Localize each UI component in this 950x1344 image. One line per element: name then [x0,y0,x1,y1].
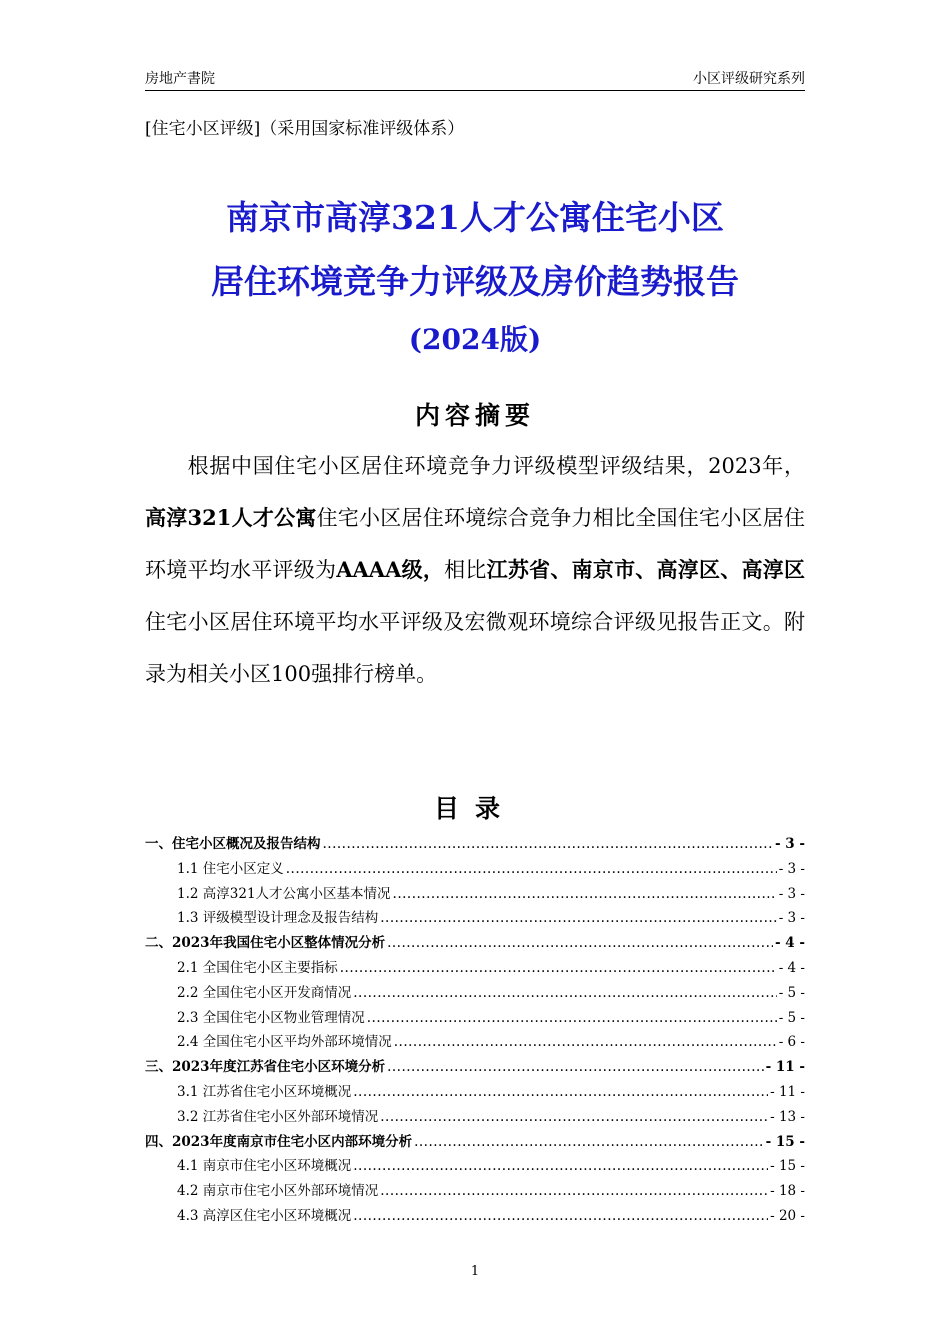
toc-entry[interactable] [145,857,805,882]
abstract-text-3: 相比 [444,558,487,582]
page-number: 1 [470,1264,480,1279]
report-title-line1: 南京市高淳321人才公寓住宅小区 [226,198,724,237]
toc-dot-leader [380,910,776,926]
toc-entry-title: 二、2023年我国住宅小区整体情况分析 [145,935,386,952]
abstract-paragraph [145,440,805,700]
toc-dot-leader [323,836,774,852]
toc-entry-title: 4.1 南京市住宅小区环境概况 [177,1158,352,1175]
toc-dot-leader [380,1183,768,1199]
report-title-edition: (2024版) [408,323,542,356]
toc-entry-page: - 4 - [778,959,805,976]
toc-dot-leader [353,1208,768,1224]
abstract-text-1: 根据中国住宅小区居住环境竞争力评级模型评级结果，2023年， [187,454,805,478]
abstract-text-2: 住宅小区居住环境综合竞争力相比全国住宅小区居住环境平均水平评级为 [145,506,805,582]
toc-entry-page: - 3 - [778,885,805,902]
toc-dot-leader [394,1034,777,1050]
toc-entry-page: - 4 - [775,935,805,952]
toc-entry-title: 3.1 江苏省住宅小区环境概况 [177,1083,352,1100]
toc-entry[interactable] [145,956,805,981]
toc-entry-title: 2.2 全国住宅小区开发商情况 [177,984,352,1001]
toc-entry-page: - 20 - [770,1207,805,1224]
toc-entry-title: 2.4 全国住宅小区平均外部环境情况 [177,1034,392,1051]
report-title-line2: 居住环境竞争力评级及房价趋势报告 [211,262,739,301]
header-rule [145,90,805,91]
toc-heading: 目录 [433,794,516,823]
toc-entry[interactable] [145,1055,805,1080]
toc-dot-leader [353,985,776,1001]
toc-entry[interactable] [145,1130,805,1155]
toc-entry-page: - 15 - [765,1133,805,1150]
toc-entry-title: 四、2023年度南京市住宅小区内部环境分析 [145,1133,413,1150]
toc-entry-page: - 6 - [778,1034,805,1051]
toc-dot-leader [340,960,777,976]
toc-entry-title: 一、住宅小区概况及报告结构 [145,836,321,852]
toc-entry[interactable] [145,1006,805,1031]
toc-dot-leader [286,861,777,877]
toc-entry[interactable] [145,882,805,907]
category-tag-line: [住宅小区评级]（采用国家标准评级体系） [145,119,465,139]
abstract-bold-project: 高淳321人才公寓 [145,505,317,530]
abstract-bold-rating: AAAA级， [336,557,445,582]
abstract-bold-regions: 江苏省、南京市、高淳区、高淳区 [486,557,806,582]
toc-entry[interactable] [145,981,805,1006]
toc-dot-leader [353,1158,768,1174]
toc-entry-title: 4.2 南京市住宅小区外部环境情况 [177,1183,379,1200]
toc-entry[interactable] [145,1030,805,1055]
toc-entry-title: 2.3 全国住宅小区物业管理情况 [177,1009,365,1026]
toc-entry-page: - 11 - [765,1059,805,1076]
toc-entry-title: 1.3 评级模型设计理念及报告结构 [177,910,379,927]
toc-entry-title: 三、2023年度江苏省住宅小区环境分析 [145,1059,386,1076]
toc-entry-page: - 15 - [770,1158,805,1175]
header-right-text: 小区评级研究系列 [693,71,805,87]
toc-dot-leader [367,1010,777,1026]
toc-entry-title: 1.1 住宅小区定义 [177,860,284,877]
toc-entry[interactable] [145,1105,805,1130]
table-of-contents [145,832,805,1229]
toc-entry-page: - 18 - [770,1183,805,1200]
toc-entry-page: - 11 - [770,1083,805,1100]
toc-dot-leader [393,886,777,902]
toc-entry-title: 1.2 高淳321人才公寓小区基本情况 [177,885,391,902]
toc-entry-page: - 5 - [778,984,805,1001]
toc-dot-leader [414,1134,764,1150]
toc-dot-leader [353,1084,768,1100]
toc-entry[interactable] [145,906,805,931]
toc-entry-page: - 3 - [778,910,805,927]
toc-entry[interactable] [145,1179,805,1204]
toc-entry-page: - 3 - [778,860,805,877]
toc-entry-title: 2.1 全国住宅小区主要指标 [177,959,338,976]
toc-entry[interactable] [145,1204,805,1229]
toc-entry[interactable] [145,1080,805,1105]
toc-entry-page: - 5 - [778,1009,805,1026]
toc-entry-title: 3.2 江苏省住宅小区外部环境情况 [177,1108,379,1125]
toc-dot-leader [380,1109,768,1125]
toc-entry-title: 4.3 高淳区住宅小区环境概况 [177,1207,352,1224]
toc-dot-leader [387,1059,764,1075]
abstract-heading: 内容摘要 [414,401,535,430]
toc-entry[interactable] [145,832,805,857]
header-left-text: 房地产書院 [145,71,215,87]
toc-entry[interactable] [145,931,805,956]
toc-entry[interactable] [145,1154,805,1179]
toc-entry-page: - 3 - [775,836,805,852]
toc-dot-leader [387,935,773,951]
abstract-text-4: 住宅小区居住环境平均水平评级及宏微观环境综合评级见报告正文。附录为相关小区100强排行榜单。 [145,610,805,686]
toc-entry-page: - 13 - [770,1108,805,1125]
